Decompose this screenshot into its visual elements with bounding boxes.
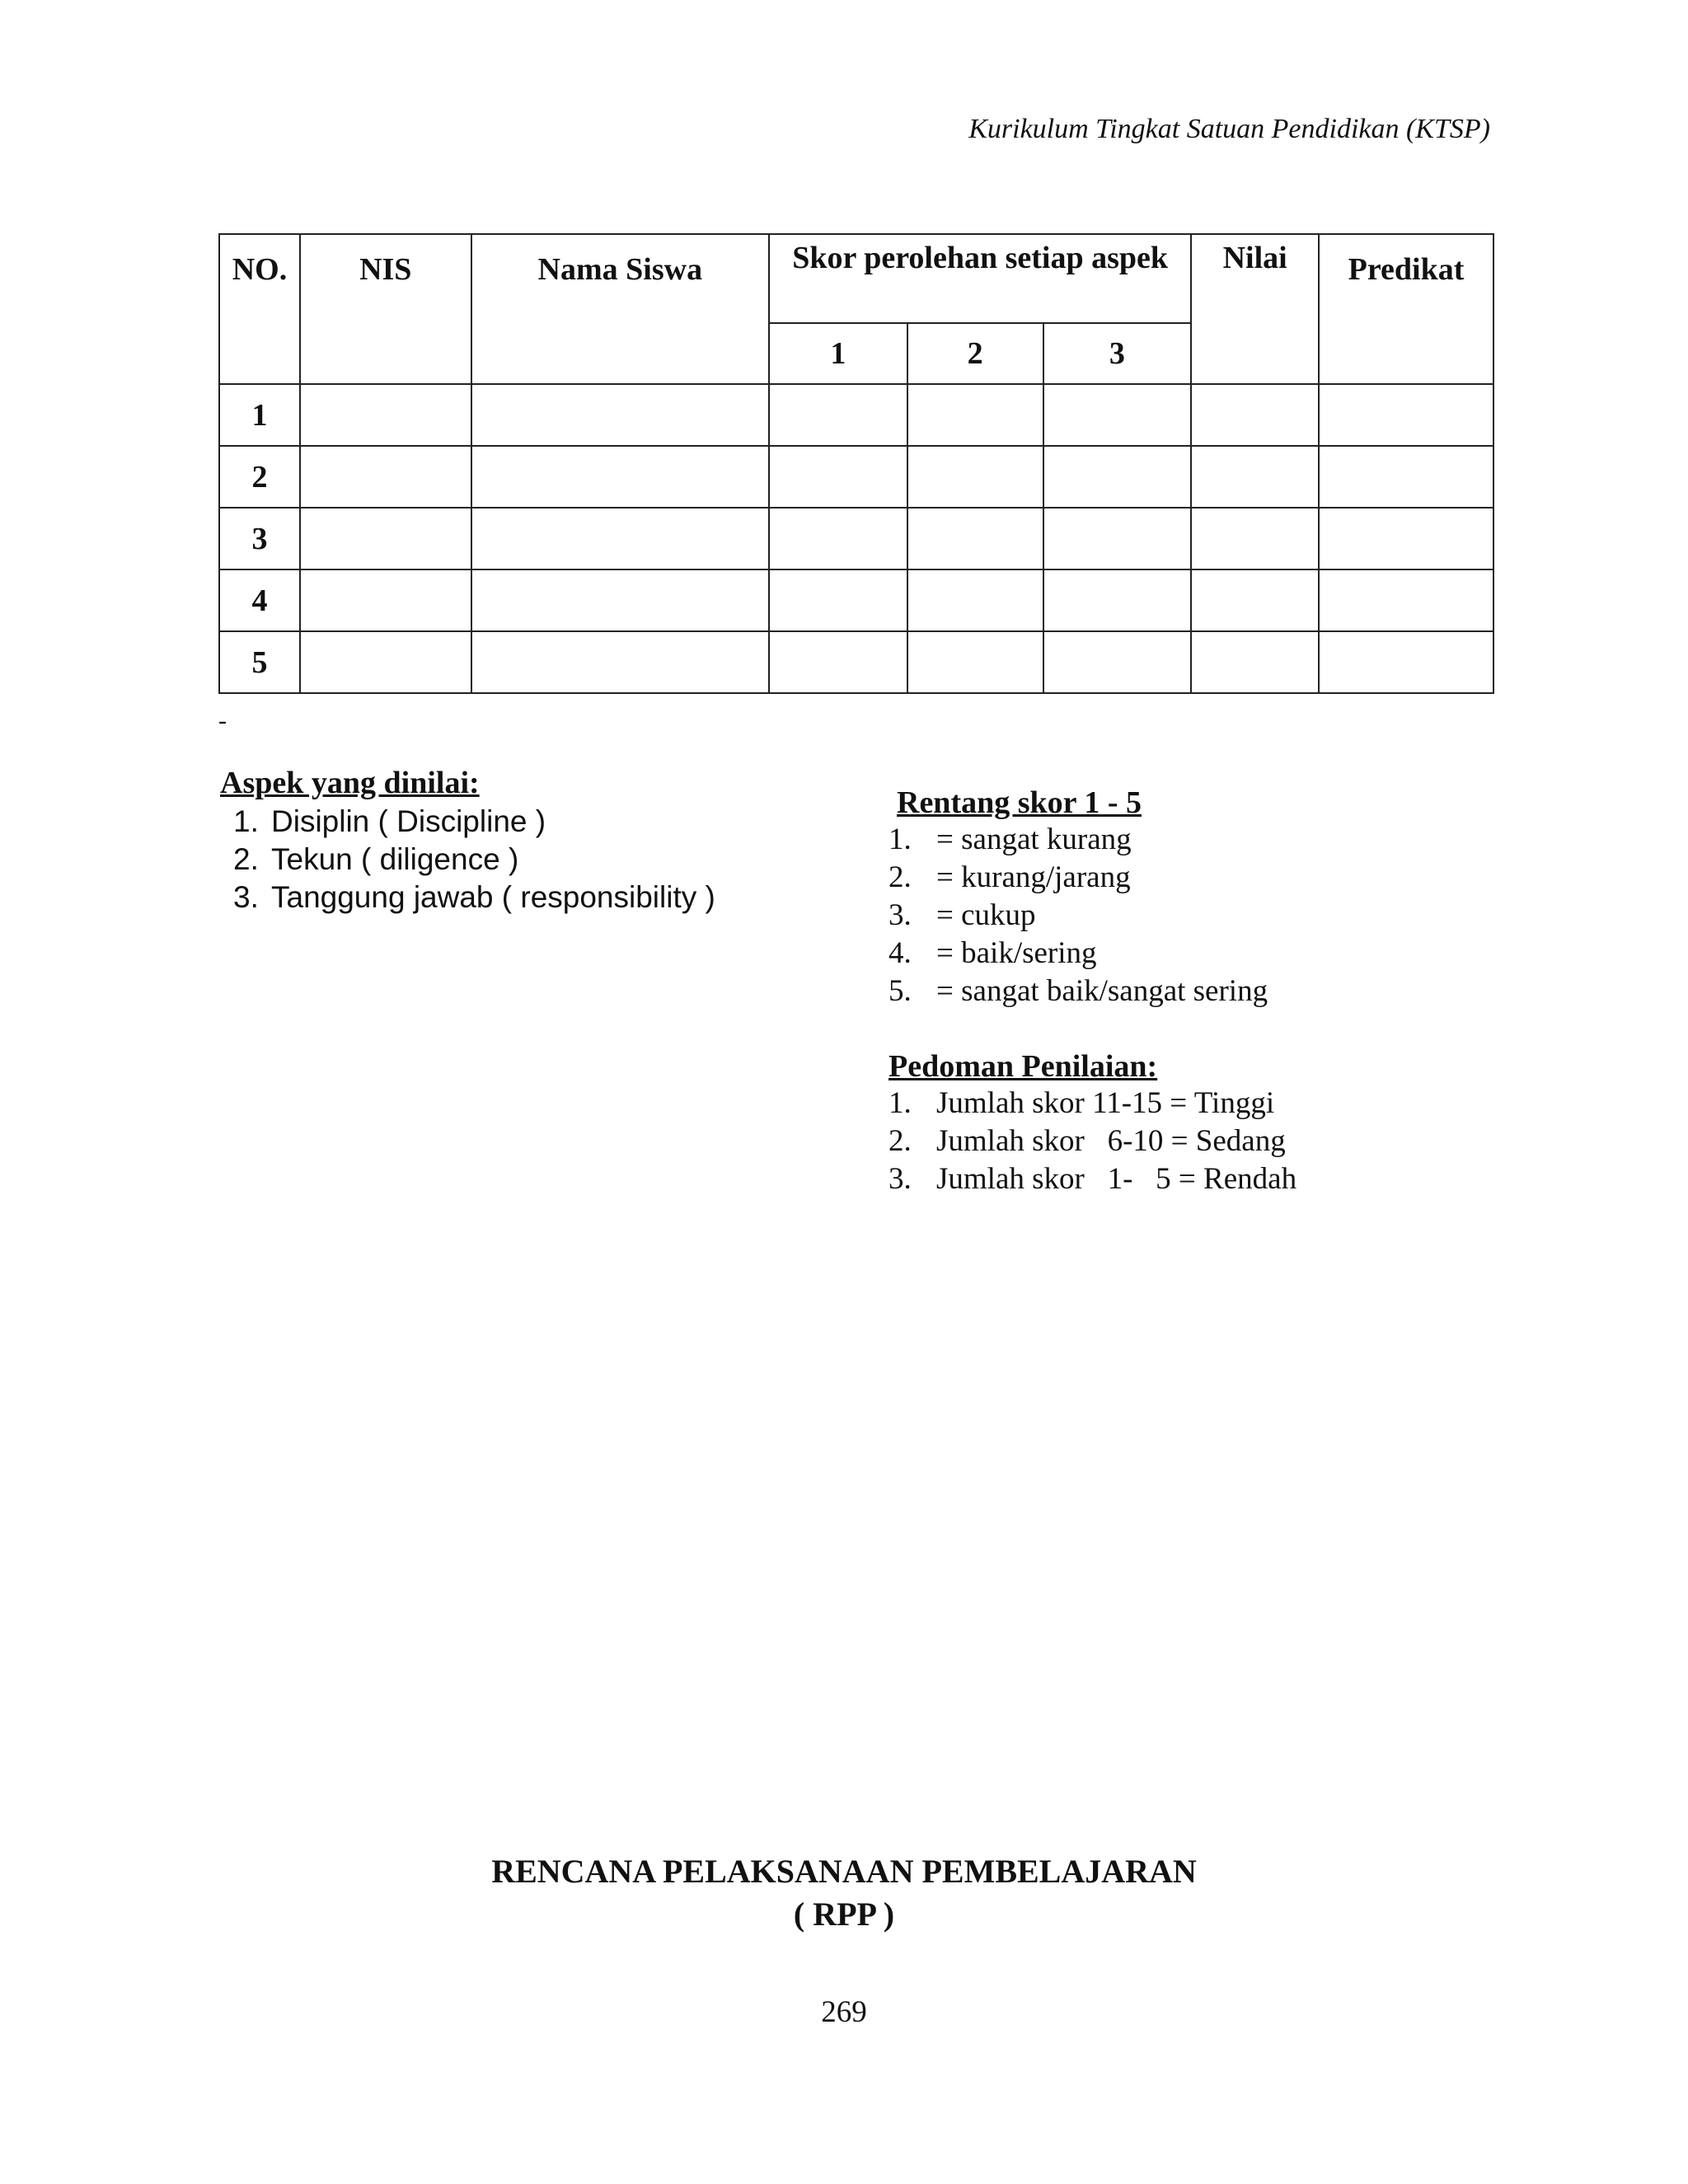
list-item xyxy=(889,935,1268,972)
table-row xyxy=(219,384,1493,446)
table-row xyxy=(219,631,1493,693)
pedoman-title: Pedoman Penilaian: xyxy=(889,1049,1158,1084)
item-number: 3. xyxy=(889,1162,912,1196)
item-number: 4. xyxy=(889,936,912,970)
item-text: Disiplin ( Discipline ) xyxy=(271,804,546,838)
item-number: 2. xyxy=(233,842,259,876)
list-item xyxy=(220,879,715,916)
cell xyxy=(907,384,1043,446)
rentang-title: Rentang skor 1 - 5 xyxy=(897,785,1142,820)
item-text: = cukup xyxy=(936,898,1036,932)
item-number: 1. xyxy=(233,804,259,838)
list-item xyxy=(889,897,1268,935)
item-number: 1. xyxy=(889,1086,912,1120)
cell xyxy=(300,446,471,508)
item-text: = baik/sering xyxy=(936,936,1097,970)
header-nama-siswa: Nama Siswa xyxy=(471,234,769,384)
cell xyxy=(1319,384,1493,446)
item-number: 2. xyxy=(889,860,912,894)
row-number: 2 xyxy=(219,446,300,508)
cell xyxy=(907,631,1043,693)
header-aspek-3: 3 xyxy=(1043,323,1192,384)
item-text: = kurang/jarang xyxy=(936,860,1131,894)
item-number: 3. xyxy=(889,898,912,932)
cell xyxy=(471,631,769,693)
cell xyxy=(1319,446,1493,508)
cell xyxy=(1319,569,1493,631)
cell xyxy=(1043,569,1192,631)
rentang-section xyxy=(889,785,1268,1010)
section-title-line1: RENCANA PELAKSANAAN PEMBELAJARAN xyxy=(491,1853,1197,1890)
section-title-line2: ( RPP ) xyxy=(793,1896,895,1933)
pedoman-section xyxy=(889,1048,1296,1198)
cell xyxy=(300,384,471,446)
cell xyxy=(1043,446,1192,508)
cell xyxy=(1043,508,1192,569)
list-item xyxy=(889,821,1268,859)
cell xyxy=(1043,384,1192,446)
cell xyxy=(1191,384,1319,446)
item-text: Tekun ( diligence ) xyxy=(271,842,519,876)
list-item xyxy=(889,1122,1296,1160)
item-text: = sangat baik/sangat sering xyxy=(936,974,1268,1008)
page-number: 269 xyxy=(821,1995,867,2029)
cell xyxy=(907,508,1043,569)
cell xyxy=(471,569,769,631)
list-item xyxy=(889,972,1268,1010)
header-no: NO. xyxy=(219,234,300,384)
item-number: 5. xyxy=(889,974,912,1008)
cell xyxy=(471,446,769,508)
cell xyxy=(769,446,907,508)
assessment-table xyxy=(218,233,1494,694)
cell xyxy=(907,569,1043,631)
header-predikat: Predikat xyxy=(1319,234,1493,384)
header-aspek-1: 1 xyxy=(769,323,907,384)
item-number: 1. xyxy=(889,823,912,856)
row-number: 4 xyxy=(219,569,300,631)
cell xyxy=(769,631,907,693)
cell xyxy=(1043,631,1192,693)
cell xyxy=(769,569,907,631)
cell xyxy=(907,446,1043,508)
list-item xyxy=(889,1160,1296,1198)
cell xyxy=(471,508,769,569)
cell xyxy=(1191,446,1319,508)
item-text: Jumlah skor 1- 5 = Rendah xyxy=(936,1162,1297,1196)
section-title xyxy=(0,1850,1688,1936)
header-nis: NIS xyxy=(300,234,471,384)
cell xyxy=(300,508,471,569)
item-text: Jumlah skor 11-15 = Tinggi xyxy=(936,1086,1275,1120)
row-number: 1 xyxy=(219,384,300,446)
aspek-title: Aspek yang dinilai: xyxy=(220,766,480,800)
cell xyxy=(1191,569,1319,631)
dash-mark: - xyxy=(218,707,227,734)
cell xyxy=(300,569,471,631)
cell xyxy=(1319,631,1493,693)
item-text: Tanggung jawab ( responsibility ) xyxy=(271,880,715,914)
table-row xyxy=(219,446,1493,508)
header-skor: Skor perolehan setiap aspek xyxy=(769,234,1191,323)
list-item xyxy=(889,1085,1296,1122)
table-row xyxy=(219,569,1493,631)
list-item xyxy=(889,859,1268,897)
item-number: 2. xyxy=(889,1124,912,1158)
cell xyxy=(1191,631,1319,693)
cell xyxy=(1319,508,1493,569)
row-number: 5 xyxy=(219,631,300,693)
cell xyxy=(471,384,769,446)
row-number: 3 xyxy=(219,508,300,569)
running-header: Kurikulum Tingkat Satuan Pendidikan (KTSP) xyxy=(968,114,1490,144)
cell xyxy=(769,508,907,569)
item-text: = sangat kurang xyxy=(936,823,1132,856)
table-row xyxy=(219,508,1493,569)
cell xyxy=(300,631,471,693)
item-number: 3. xyxy=(233,880,259,914)
header-nilai: Nilai xyxy=(1191,234,1319,384)
header-aspek-2: 2 xyxy=(907,323,1043,384)
list-item xyxy=(220,841,715,879)
aspek-section xyxy=(220,765,715,916)
cell xyxy=(769,384,907,446)
list-item xyxy=(220,803,715,841)
cell xyxy=(1191,508,1319,569)
item-text: Jumlah skor 6-10 = Sedang xyxy=(936,1124,1286,1158)
